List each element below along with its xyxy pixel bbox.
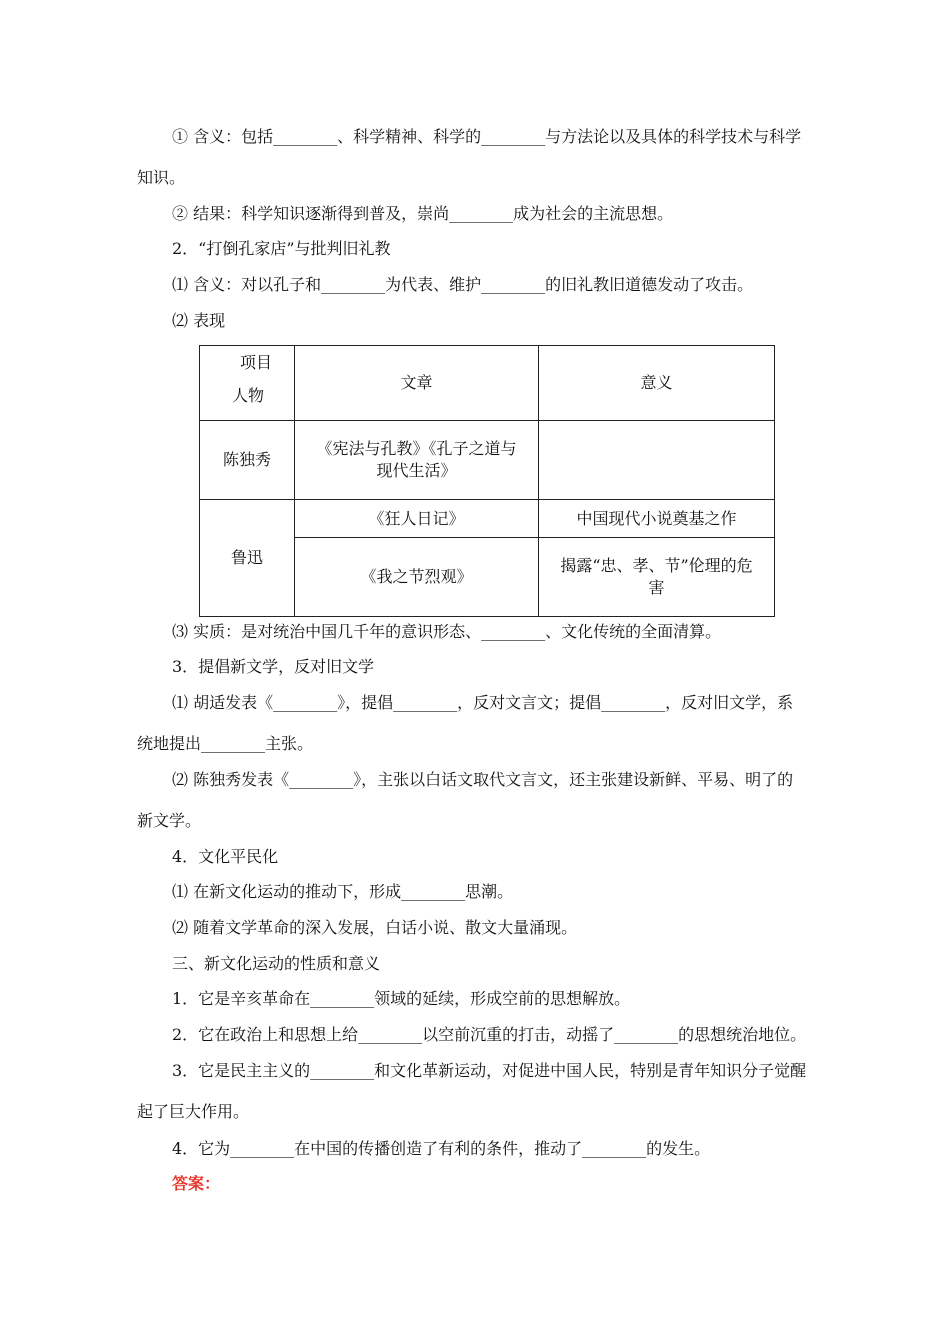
content-line: ⑴ 在新文化运动的推动下，形成________思潮。 xyxy=(172,882,514,901)
person-cell: 鲁迅 xyxy=(200,500,295,617)
content-line: 1．它是辛亥革命在________领域的延续，形成空前的思想解放。 xyxy=(172,989,631,1008)
section-heading: 三、新文化运动的性质和意义 xyxy=(172,954,381,973)
content-line: ⑵ 陈独秀发表《________》，主张以白话文取代文言文，还主张建设新鲜、平易、明了的 xyxy=(172,770,794,789)
content-line: ⑵ 表现 xyxy=(172,311,226,330)
content-line: 4．它为________在中国的传播创造了有利的条件，推动了________的发生。 xyxy=(172,1139,711,1158)
content-line: 新文学。 xyxy=(137,811,202,830)
header-article: 文章 xyxy=(295,346,539,421)
diagonal-header-cell xyxy=(200,346,295,421)
content-line: ⑴ 胡适发表《________》，提倡________，反对文言文；提倡________，反对旧文学，系 xyxy=(172,693,794,712)
person-cell: 陈独秀 xyxy=(200,421,295,500)
content-line: 起了巨大作用。 xyxy=(137,1102,250,1121)
header-person: 人物 xyxy=(232,386,265,405)
meaning-line: 害 xyxy=(648,578,665,597)
expression-table xyxy=(199,345,775,617)
section-heading: 4．文化平民化 xyxy=(172,847,279,866)
content-line: 知识。 xyxy=(137,168,186,187)
content-line: ⑵ 随着文学革命的深入发展，白话小说、散文大量涌现。 xyxy=(172,918,578,937)
answer-label: 答案： xyxy=(172,1174,221,1193)
header-meaning: 意义 xyxy=(539,346,775,421)
header-item: 项目 xyxy=(240,353,273,372)
content-line: ① 含义：包括________、科学精神、科学的________与方法论以及具体的科学技术与科学 xyxy=(172,127,802,146)
article-line: 《宪法与孔教》《孔子之道与 xyxy=(316,439,517,458)
article-cell xyxy=(295,421,539,500)
article-cell: 《我之节烈观》 xyxy=(295,538,539,617)
content-line: ② 结果：科学知识逐渐得到普及，崇尚________成为社会的主流思想。 xyxy=(172,204,674,223)
content-line: 统地提出________主张。 xyxy=(137,734,314,753)
article-cell: 《狂人日记》 xyxy=(295,500,539,538)
content-line: ⑴ 含义：对以孔子和________为代表、维护________的旧礼教旧道德发动了攻击。 xyxy=(172,275,754,294)
meaning-cell xyxy=(539,538,775,617)
meaning-cell xyxy=(539,421,775,500)
section-heading: 3．提倡新文学，反对旧文学 xyxy=(172,657,375,676)
section-heading: 2．“打倒孔家店”与批判旧礼教 xyxy=(172,239,391,258)
meaning-line: 揭露“忠、孝、节”伦理的危 xyxy=(560,556,753,575)
content-line: 2．它在政治上和思想上给________以空前沉重的打击，动摇了________的思想统治地位。 xyxy=(172,1025,807,1044)
article-line: 现代生活》 xyxy=(376,461,457,480)
meaning-cell: 中国现代小说奠基之作 xyxy=(539,500,775,538)
content-line: 3．它是民主主义的________和文化革新运动，对促进中国人民，特别是青年知识分子觉醒 xyxy=(172,1061,807,1080)
table-row xyxy=(200,421,775,500)
content-line: ⑶ 实质：是对统治中国几千年的意识形态、________、文化传统的全面清算。 xyxy=(172,622,722,641)
table-row xyxy=(200,500,775,538)
